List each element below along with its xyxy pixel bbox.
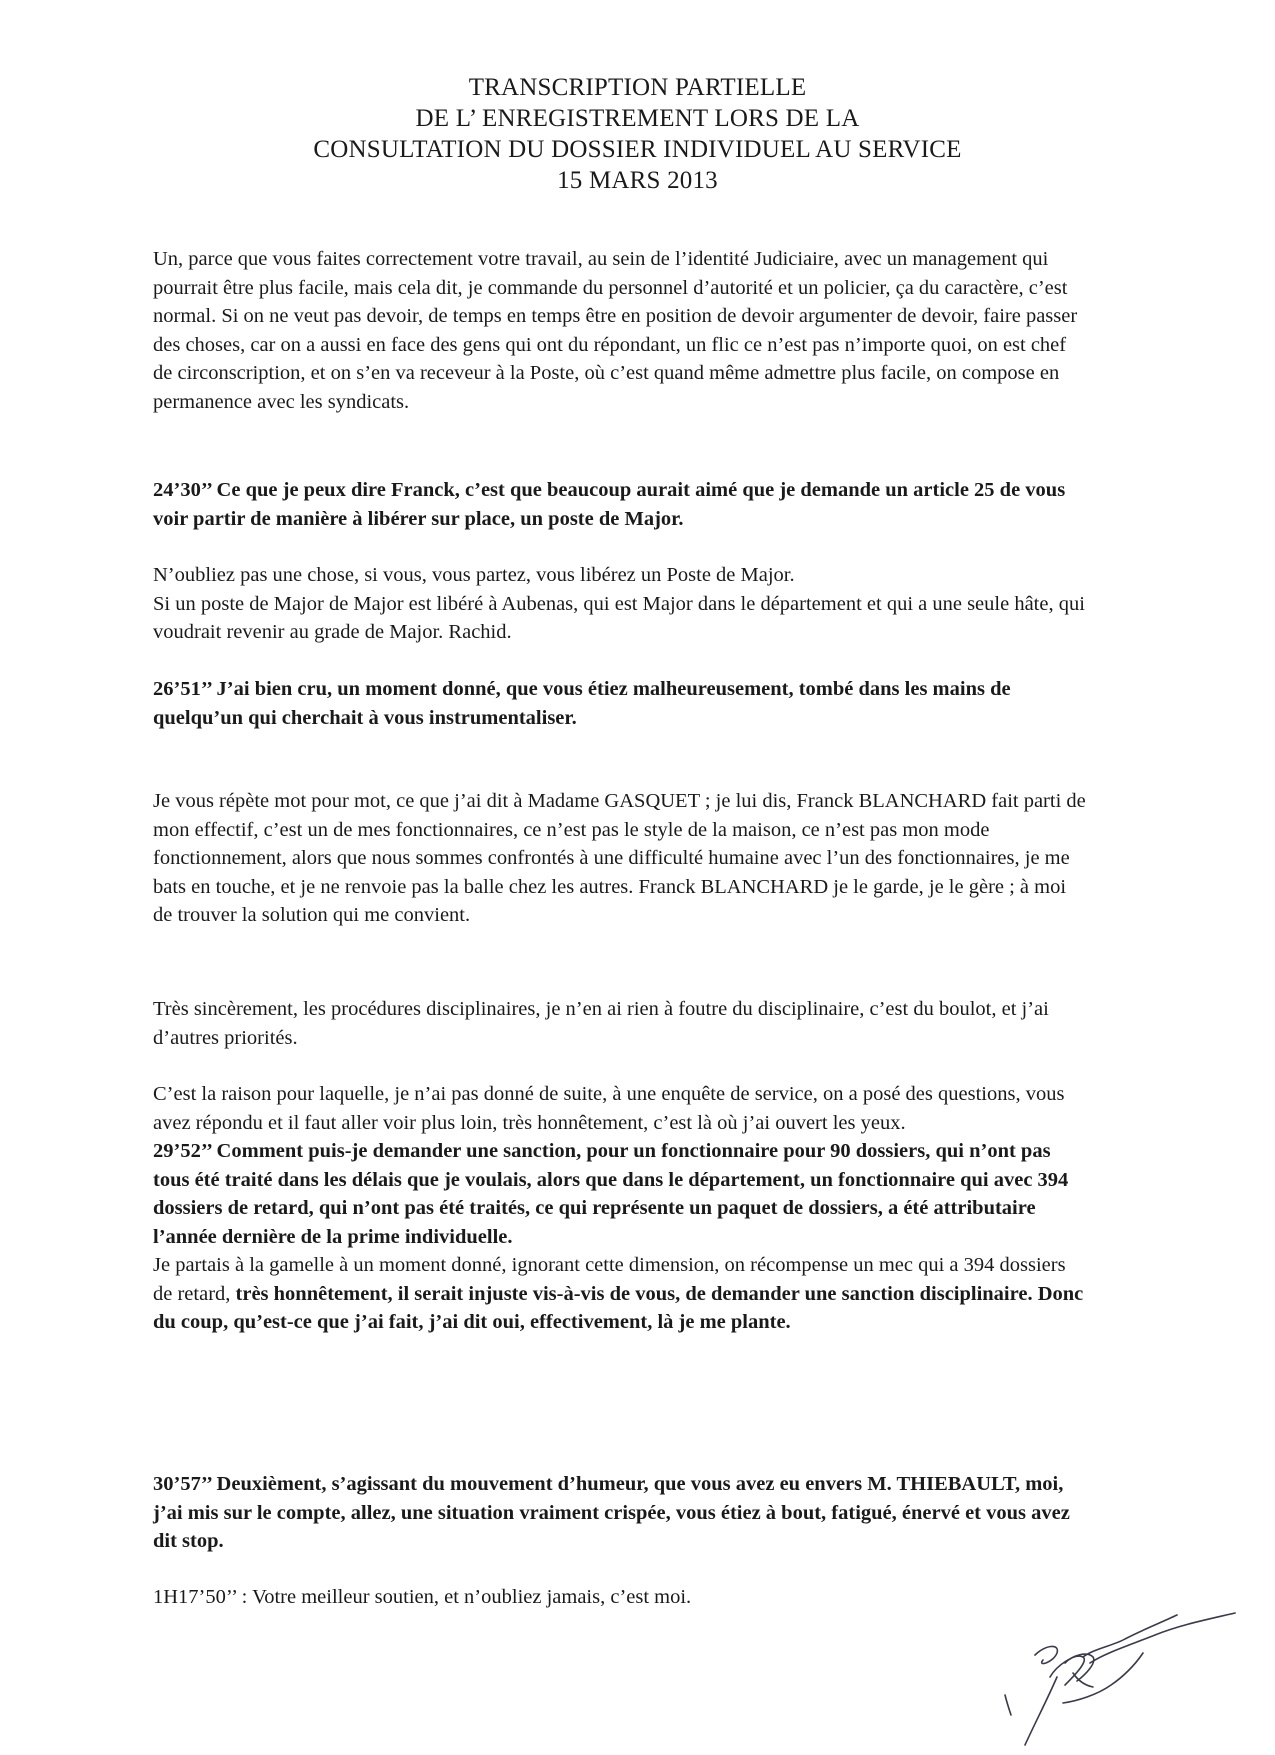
paragraph-timestamp-30-57 [153,1470,1088,1556]
document-title [0,72,1275,196]
paragraph-intro [153,245,1088,416]
paragraph-text: 1H17’50’’ : Votre meilleur soutien, et n’oubliez jamais, c’est moi. [153,1586,692,1608]
paragraph-mixed [153,1251,1088,1337]
paragraph-timestamp-26-51 [153,675,1088,732]
paragraph-text-bold: très honnêtement, il serait injuste vis-à-vis de vous, de demander une sanction disciplinaire. Donc du coup, qu’est-ce que j’ai fait, j’ai dit oui, effectivement, là je me plante. [153,1282,1084,1333]
title-line-1: TRANSCRIPTION PARTIELLE [468,74,807,101]
paragraph-major-post [153,561,1088,647]
paragraph-text: Je partais à la gamelle à un moment donné, ignorant cette dimension, on récompense un mec qui a 394 dossiers de retard, [153,1254,1066,1305]
paragraph-text: Très sincèrement, les procédures disciplinaires, je n’en ai rien à foutre du disciplinaire, c’est du boulot, et j’ai d’autres priorités. [153,998,1049,1049]
paragraph-text: 24’30’’ Ce que je peux dire Franck, c’est que beaucoup aurait aimé que je demande un article 25 de vous voir partir de manière à libérer sur place, un poste de Major. [153,479,1066,530]
title-line-3: CONSULTATION DU DOSSIER INDIVIDUEL AU SERVICE [313,136,962,163]
paragraph-text: Si un poste de Major de Major est libéré à Aubenas, qui est Major dans le département et qui a une seule hâte, qui voudrait revenir au grade de Major. Rachid. [153,592,1085,643]
paragraph-text-bold: 29’52’’ Comment puis-je demander une sanction, pour un fonctionnaire pour 90 dossiers, qui n’ont pas tous été traité dans les délais que je voulais, alors que dans le département, un fonctionnaire qui avec 394 dossiers de retard, qui n’ont pas été traités, ce qui représente un paquet de dossiers, a été attributaire l’année dernière de la prime individuelle. [153,1140,1069,1248]
paragraph-text: N’oubliez pas une chose, si vous, vous partez, vous libérez un Poste de Major. [153,564,795,586]
paragraph-text: C’est la raison pour laquelle, je n’ai pas donné de suite, à une enquête de service, on a posé des questions, vous avez répondu et il faut aller voir plus loin, très honnêtement, c’est là où j’ai ouvert les yeux. [153,1083,1065,1134]
paragraph-timestamp-29-52 [153,1080,1088,1337]
paragraph-timestamp-24-30 [153,476,1088,533]
paragraph-timestamp-1h17-50 [153,1583,1088,1612]
paragraph-gasquet [153,787,1088,930]
handwritten-signature [965,1605,1245,1750]
paragraph-disciplinary [153,995,1088,1052]
paragraph-text: 30’57’’ Deuxièment, s’agissant du mouvement d’humeur, que vous avez eu envers M. THIEBAULT, moi, j’ai mis sur le compte, allez, une situation vraiment crispée, vous étiez à bout, fatigué, énervé et vous avez dit stop. [153,1473,1070,1552]
title-line-4-date: 15 MARS 2013 [557,167,718,194]
paragraph-text: Un, parce que vous faites correctement votre travail, au sein de l’identité Judiciaire, avec un management qui pourrait être plus facile, mais cela dit, je commande du personnel d’autorité et un policier, ça du caractère, c’est normal. Si on ne veut pas devoir, de temps en temps être en position de devoir argumenter de devoir, faire passer des choses, car on a aussi en face des gens qui ont du répondant, un flic ce n’est pas n’importe quoi, on est chef de circonscription, et on s’en va receveur à la Poste, où c’est quand même admettre plus facile, on compose en permanence avec les syndicats. [153,248,1078,413]
paragraph-text: 26’51’’ J’ai bien cru, un moment donné, que vous étiez malheureusement, tombé dans les mains de quelqu’un qui cherchait à vous instrumentaliser. [153,678,1011,729]
paragraph-text: Je vous répète mot pour mot, ce que j’ai dit à Madame GASQUET ; je lui dis, Franck BLANCHARD fait parti de mon effectif, c’est un de mes fonctionnaires, ce n’est pas le style de la maison, ce n’est pas mon mode fonctionnement, alors que nous sommes confrontés à une difficulté humaine avec l’un des fonctionnaires, je me bats en touche, et je ne renvoie pas la balle chez les autres. Franck BLANCHARD je le garde, je le gère ; à moi de trouver la solution qui me convient. [153,790,1086,926]
title-line-2: DE L’ ENREGISTREMENT LORS DE LA [415,105,860,132]
